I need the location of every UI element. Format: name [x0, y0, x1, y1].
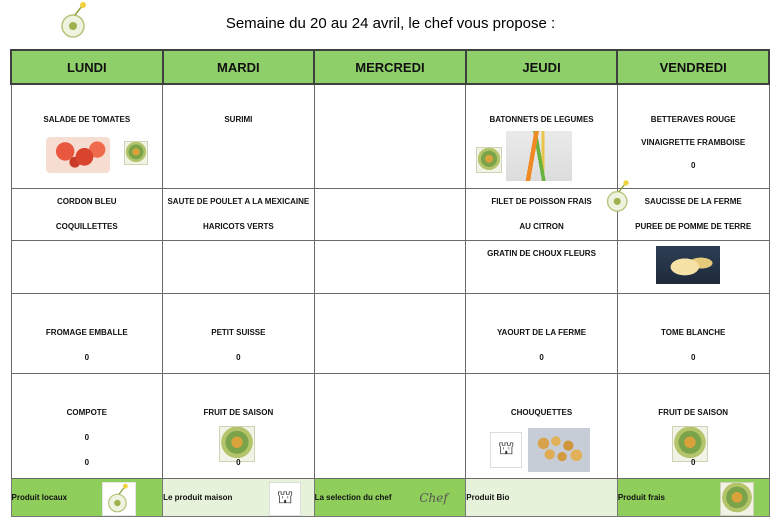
cell-lundi-dessert [11, 374, 163, 479]
dish-label: SALADE DE TOMATES [43, 115, 131, 125]
legend-label: Produit Bio [466, 492, 510, 502]
legend-produit-bio [466, 478, 618, 516]
cheese-photo [656, 246, 720, 284]
cell-lundi-laitage [11, 293, 163, 373]
dish-label: CHOUQUETTES [510, 408, 573, 418]
day-header-vendredi: VENDREDI [617, 50, 769, 84]
dish-label: BATONNETS DE LEGUMES [489, 115, 594, 125]
cell-vendredi-accompagnement [617, 241, 769, 293]
day-header-mardi: MARDI [163, 50, 315, 84]
cell-mercredi-laitage [314, 293, 466, 373]
cell-jeudi-dessert [466, 374, 618, 479]
cell-vendredi-dessert [617, 374, 769, 479]
menu-row-accompagnement [11, 241, 769, 293]
cell-vendredi-laitage [617, 293, 769, 373]
legend-label: Produit locaux [11, 492, 68, 502]
dish-label: COQUILLETTES [55, 222, 118, 232]
local-product-badge-icon [476, 147, 502, 173]
cell-mardi-plat [163, 189, 315, 241]
legend-row [11, 478, 769, 516]
cell-mardi-dessert [163, 374, 315, 479]
legend-produit-frais [617, 478, 769, 516]
chouquettes-photo [528, 428, 590, 472]
dish-label: FRUIT DE SAISON [658, 408, 729, 418]
local-product-logo-icon [604, 179, 634, 215]
menu-row-dessert [11, 374, 769, 479]
local-product-logo-icon [102, 482, 136, 516]
tomato-salad-photo [46, 137, 110, 173]
dish-label: FRUIT DE SAISON [203, 408, 274, 418]
cell-jeudi-accompagnement [466, 241, 618, 293]
dish-value: 0 [690, 352, 696, 362]
legend-label: La selection du chef [314, 492, 392, 502]
cell-vendredi-plat [617, 189, 769, 241]
fresh-product-badge-icon [672, 426, 708, 462]
house-made-icon: ⛫ [269, 482, 301, 516]
dish-value: 0 [84, 352, 90, 362]
dish-value: 0 [84, 458, 90, 468]
cell-mercredi-plat [314, 189, 466, 241]
legend-selection-chef [314, 478, 466, 516]
cell-jeudi-laitage [466, 293, 618, 373]
chef-signature-icon: Chef [419, 490, 448, 505]
menu-row-laitage [11, 293, 769, 373]
dish-label: PUREE DE POMME DE TERRE [635, 222, 752, 232]
dish-label: PETIT SUISSE [211, 327, 266, 337]
cell-jeudi-plat [466, 189, 618, 241]
legend-label: Le produit maison [163, 492, 233, 502]
cell-mercredi-accompagnement [314, 241, 466, 293]
dish-label: CORDON BLEU [57, 197, 117, 207]
dish-label: BETTERAVES ROUGE [650, 115, 736, 125]
legend-label: Produit frais [617, 492, 665, 502]
house-made-icon: ⛫ [490, 432, 522, 468]
dish-value: 0 [236, 352, 241, 362]
dish-label: COMPOTE [66, 408, 108, 418]
cell-mercredi-entree [314, 84, 466, 189]
cell-jeudi-entree [466, 84, 618, 189]
dish-label: HARICOTS VERTS [203, 222, 274, 232]
menu-table [10, 49, 770, 517]
cell-lundi-entree [11, 84, 163, 189]
dish-value: 0 [236, 458, 241, 468]
dish-label: YAOURT DE LA FERME [496, 327, 587, 337]
dish-value: 0 [690, 161, 696, 171]
cell-vendredi-entree [617, 84, 769, 189]
dish-label: GRATIN DE CHOUX FLEURS [487, 249, 596, 259]
vegetable-sticks-photo [506, 131, 572, 181]
local-product-badge-icon [124, 141, 148, 165]
dish-label: FROMAGE EMBALLE [45, 327, 128, 337]
day-header-row [11, 50, 769, 84]
cell-mardi-entree [163, 84, 315, 189]
day-header-mercredi: MERCREDI [314, 50, 466, 84]
day-header-jeudi: JEUDI [466, 50, 618, 84]
cell-lundi-plat [11, 189, 163, 241]
cell-mardi-accompagnement [163, 241, 315, 293]
menu-row-entree [11, 84, 769, 189]
legend-produit-locaux [11, 478, 163, 516]
cell-mercredi-dessert [314, 374, 466, 479]
dish-label: SAUCISSE DE LA FERME [644, 197, 742, 207]
dish-label: AU CITRON [519, 222, 564, 232]
dish-label: VINAIGRETTE FRAMBOISE [641, 138, 746, 148]
dish-value: 0 [84, 433, 90, 443]
day-header-lundi: LUNDI [11, 50, 163, 84]
page-title: Semaine du 20 au 24 avril, le chef vous propose : [225, 15, 556, 32]
dish-label: SAUTE DE POULET A LA MEXICAINE [167, 197, 310, 207]
legend-produit-maison [163, 478, 315, 516]
fresh-product-badge-icon [720, 482, 754, 516]
cell-mardi-laitage [163, 293, 315, 373]
dish-value: 0 [690, 458, 696, 468]
menu-row-plat [11, 189, 769, 241]
fresh-product-badge-icon [219, 426, 255, 462]
dish-label: TOME BLANCHE [661, 327, 726, 337]
dish-label: SURIMI [224, 115, 253, 125]
dish-value: 0 [539, 352, 544, 362]
dish-label: FILET DE POISSON FRAIS [491, 197, 592, 207]
cell-lundi-accompagnement [11, 241, 163, 293]
